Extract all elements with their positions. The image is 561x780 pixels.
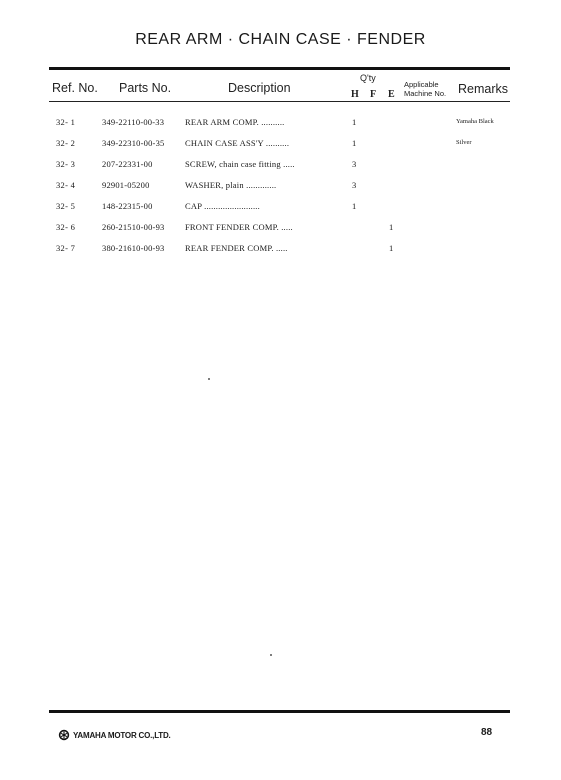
- qty-h-cell: 3: [352, 180, 357, 190]
- qty-h-cell: 1: [352, 117, 357, 127]
- scan-speck: [208, 378, 210, 380]
- scan-speck: [270, 654, 272, 656]
- ref-no-cell: 32- 6: [56, 222, 76, 232]
- table-row: [0, 243, 561, 255]
- qty-e-cell: 1: [389, 243, 394, 253]
- header-qty: Q'ty: [360, 73, 376, 83]
- description-cell: REAR ARM COMP. ..........: [185, 117, 285, 127]
- header-applicable-line2: Machine No.: [404, 89, 447, 98]
- qty-h-cell: 1: [352, 201, 357, 211]
- qty-e-cell: 1: [389, 222, 394, 232]
- footer-company-block: [58, 729, 171, 741]
- ref-no-cell: 32- 7: [56, 243, 76, 253]
- header-remarks: Remarks: [458, 82, 509, 96]
- parts-no-cell: 260-21510-00-93: [102, 222, 165, 232]
- header-ref-no: Ref. No.: [52, 81, 98, 95]
- parts-no-cell: 148-22315-00: [102, 201, 153, 211]
- ref-no-cell: 32- 4: [56, 180, 76, 190]
- table-row: [0, 180, 561, 192]
- company-name: YAMAHA MOTOR CO.,LTD.: [73, 730, 171, 740]
- description-cell: CAP ........................: [185, 201, 260, 211]
- table-row: [0, 201, 561, 213]
- ref-no-cell: 32- 1: [56, 117, 76, 127]
- ref-no-cell: 32- 2: [56, 138, 76, 148]
- parts-no-cell: 349-22310-00-35: [102, 138, 165, 148]
- table-row: [0, 117, 561, 129]
- page-title: REAR ARM · CHAIN CASE · FENDER: [135, 31, 426, 48]
- header-applicable-line1: Applicable: [404, 80, 439, 89]
- qty-h-cell: 3: [352, 159, 357, 169]
- table-row: [0, 222, 561, 234]
- footer-rule: [49, 710, 510, 713]
- header-bottom-rule: [49, 101, 510, 102]
- header-top-rule: [49, 67, 510, 70]
- description-cell: CHAIN CASE ASS'Y ..........: [185, 138, 290, 148]
- description-cell: WASHER, plain .............: [185, 180, 277, 190]
- ref-no-cell: 32- 5: [56, 201, 76, 211]
- parts-no-cell: 349-22110-00-33: [102, 117, 165, 127]
- parts-no-cell: 207-22331-00: [102, 159, 153, 169]
- header-qty-f: F: [370, 89, 377, 100]
- parts-no-cell: 92901-05200: [102, 180, 150, 190]
- qty-h-cell: 1: [352, 138, 357, 148]
- table-row: [0, 159, 561, 171]
- table-row: [0, 138, 561, 150]
- ref-no-cell: 32- 3: [56, 159, 76, 169]
- parts-no-cell: 380-21610-00-93: [102, 243, 165, 253]
- remarks-cell: Yamaha Black: [456, 118, 494, 125]
- description-cell: SCREW, chain case fitting .....: [185, 159, 295, 169]
- description-cell: FRONT FENDER COMP. .....: [185, 222, 293, 232]
- header-parts-no: Parts No.: [119, 81, 172, 95]
- header-description: Description: [228, 81, 291, 95]
- page-number: 88: [481, 727, 493, 738]
- header-qty-e: E: [388, 89, 395, 100]
- header-qty-h: H: [351, 89, 359, 100]
- remarks-cell: Silver: [456, 139, 472, 146]
- yamaha-emblem-icon: [58, 729, 70, 741]
- description-cell: REAR FENDER COMP. .....: [185, 243, 288, 253]
